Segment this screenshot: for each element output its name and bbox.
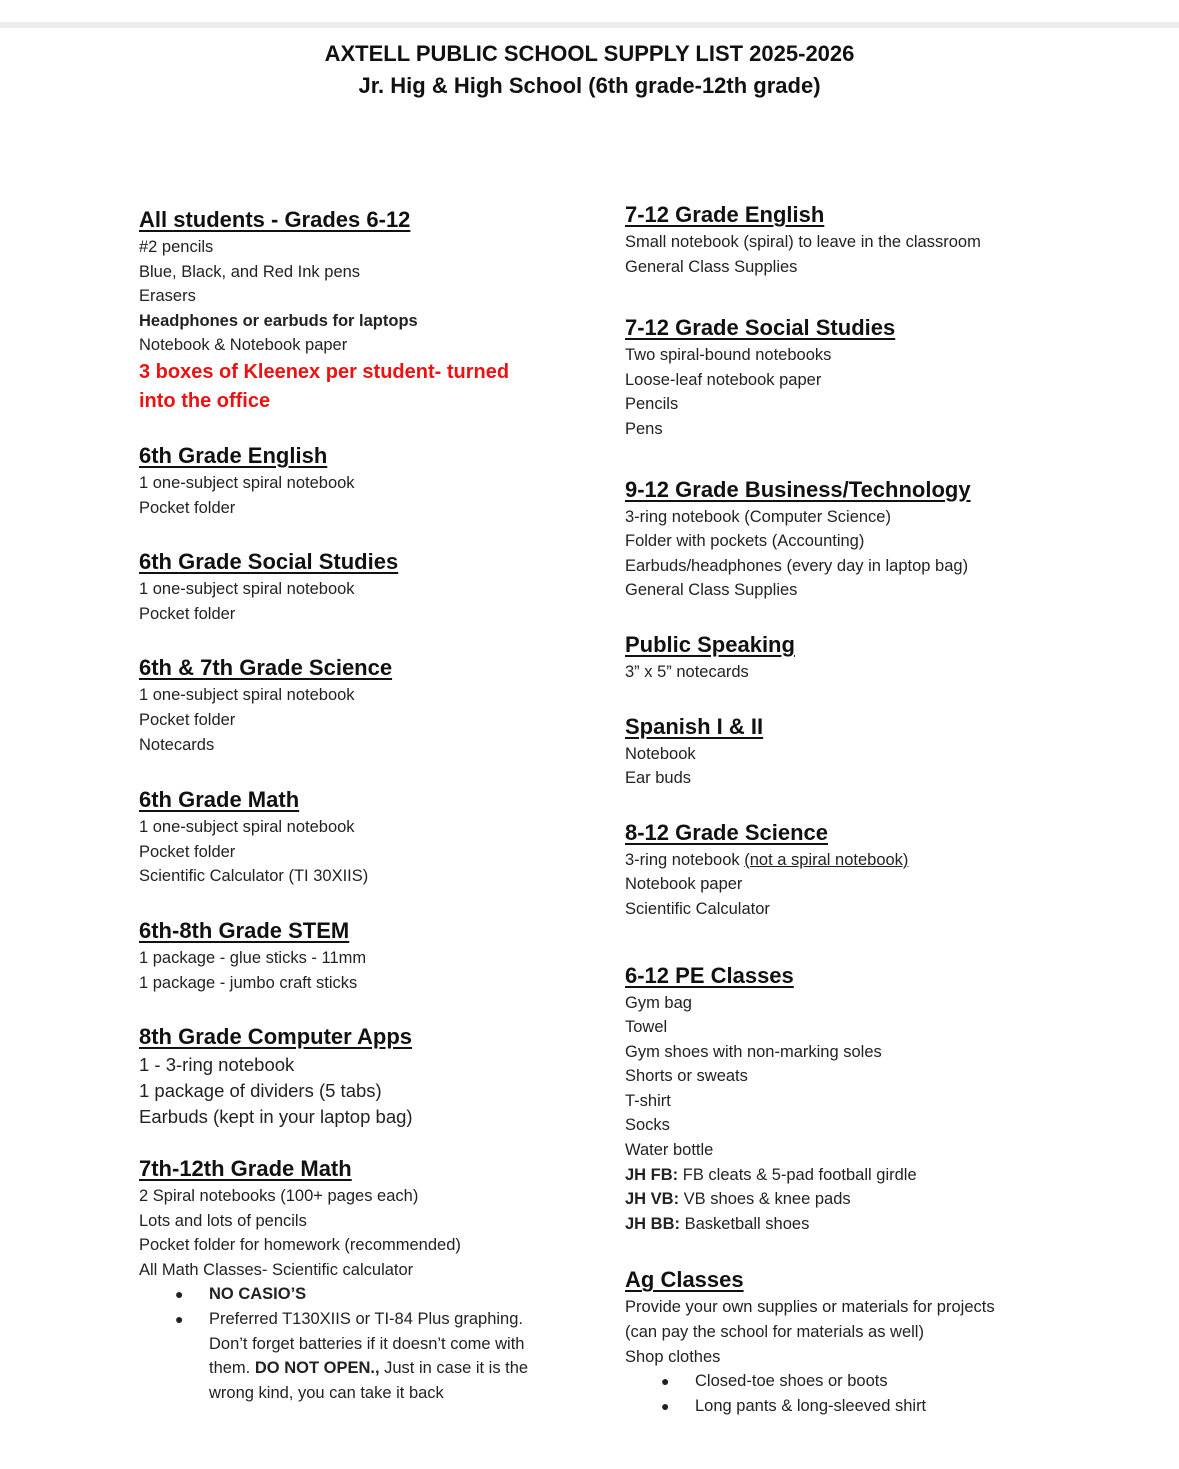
list-item: 3” x 5” notecards	[625, 662, 749, 681]
text-run: Basketball shoes	[680, 1214, 810, 1233]
page-title: AXTELL PUBLIC SCHOOL SUPPLY LIST 2025-2026	[324, 41, 855, 66]
do-not-open-text: DO NOT OPEN.,	[254, 1359, 380, 1378]
bullet-item	[625, 1369, 1125, 1394]
list-item: 1 package - jumbo craft sticks	[139, 973, 358, 992]
list-item: Pocket folder	[139, 710, 236, 729]
list-item: Scientific Calculator (TI 30XIIS)	[139, 867, 369, 886]
section-9-12-business	[625, 475, 1125, 603]
bullet-text: wrong kind, you can take it back	[209, 1383, 444, 1402]
bullet-icon: ●	[661, 1397, 670, 1414]
kleenex-notice	[139, 358, 579, 416]
section-heading: 6th & 7th Grade Science	[139, 655, 393, 681]
list-item: Notebook	[625, 744, 696, 763]
list-item	[625, 1212, 1125, 1237]
bullet-text: Preferred T130XIIS or TI-84 Plus graphing.	[209, 1310, 523, 1329]
section-heading: 8th Grade Computer Apps	[139, 1024, 412, 1050]
list-item: Pens	[625, 419, 663, 438]
calculator-notes	[139, 1282, 579, 1405]
page-subtitle: Jr. Hig & High School (6th grade-12th grade)	[358, 73, 821, 98]
section-heading: 6-12 PE Classes	[625, 962, 794, 988]
section-heading: 6th-8th Grade STEM	[139, 917, 350, 943]
section-all-students	[139, 205, 579, 416]
section-heading: 7-12 Grade English	[625, 202, 825, 227]
text-run: JH VB:	[625, 1190, 680, 1209]
list-item: 1 - 3-ring notebook	[139, 1054, 295, 1076]
section-ag	[625, 1265, 1125, 1418]
bullet-item	[139, 1307, 579, 1405]
section-public-speaking	[625, 630, 1125, 685]
kleenex-notice-line: 3 boxes of Kleenex per student- turned	[139, 360, 510, 383]
list-item: Pocket folder	[139, 604, 236, 623]
text-run: JH BB:	[625, 1214, 681, 1233]
list-item: Provide your own supplies or materials for projects	[625, 1298, 995, 1317]
list-item: Socks	[625, 1116, 670, 1135]
list-item: Loose-leaf notebook paper	[625, 370, 822, 389]
list-item	[625, 1163, 1125, 1188]
section-heading: Spanish I & II	[625, 713, 764, 739]
list-item: Headphones or earbuds for laptops	[139, 311, 418, 330]
list-item: Notebook & Notebook paper	[139, 336, 348, 355]
list-item: Two spiral-bound notebooks	[625, 346, 832, 365]
ag-clothing-list	[625, 1369, 1125, 1418]
bullet-icon: ●	[175, 1311, 184, 1328]
list-item: 2 Spiral notebooks (100+ pages each)	[139, 1187, 419, 1206]
text-run: VB shoes & knee pads	[679, 1190, 851, 1209]
list-item: 1 one-subject spiral notebook	[139, 580, 355, 599]
bullet-text: Long pants & long-sleeved shirt	[695, 1396, 927, 1415]
list-item: #2 pencils	[139, 238, 214, 256]
list-item: 1 one-subject spiral notebook	[139, 818, 355, 837]
section-6th-social-studies	[139, 547, 579, 626]
text-run: them.	[209, 1359, 255, 1378]
text-run: (not a spiral notebook)	[744, 850, 909, 869]
section-6th-math	[139, 785, 579, 889]
list-item: Pocket folder for homework (recommended)	[139, 1236, 461, 1255]
section-heading: 7th-12th Grade Math	[139, 1156, 352, 1182]
section-7-12-social-studies	[625, 313, 1125, 441]
section-heading: 6th Grade Math	[139, 787, 300, 813]
list-item: Blue, Black, and Red Ink pens	[139, 262, 361, 281]
top-divider	[0, 22, 1179, 28]
list-item: Towel	[625, 1018, 668, 1037]
bullet-item	[625, 1394, 1125, 1419]
list-item: Earbuds (kept in your laptop bag)	[139, 1106, 413, 1128]
list-item: 1 one-subject spiral notebook	[139, 473, 355, 492]
section-stem	[139, 916, 579, 995]
list-item	[625, 848, 1125, 873]
section-heading: All students - Grades 6-12	[139, 207, 411, 232]
list-item: Pencils	[625, 395, 679, 414]
bullet-text: Don’t forget batteries if it doesn’t come with	[209, 1334, 525, 1353]
list-item: General Class Supplies	[625, 257, 798, 276]
list-item: Lots and lots of pencils	[139, 1211, 307, 1230]
bullet-text: NO CASIO’S	[209, 1285, 307, 1304]
list-item: Pocket folder	[139, 498, 236, 517]
section-6th-english	[139, 441, 579, 520]
bullet-item	[139, 1282, 579, 1307]
bullet-text	[209, 1356, 579, 1381]
section-heading: 9-12 Grade Business/Technology	[625, 476, 971, 502]
bullet-icon: ●	[175, 1286, 184, 1303]
section-7th-12th-math	[139, 1154, 579, 1405]
text-run: 3-ring notebook	[625, 850, 745, 869]
list-item: Earbuds/headphones (every day in laptop bag)	[625, 556, 969, 575]
list-item: 3-ring notebook (Computer Science)	[625, 507, 891, 526]
section-heading: 8-12 Grade Science	[625, 819, 829, 845]
list-item: General Class Supplies	[625, 581, 798, 600]
list-item	[625, 1187, 1125, 1212]
list-item: Shorts or sweats	[625, 1067, 748, 1086]
section-heading: Ag Classes	[625, 1267, 744, 1293]
text-run: JH FB:	[625, 1165, 679, 1184]
list-item: 1 package - glue sticks - 11mm	[139, 948, 367, 967]
section-heading: Public Speaking	[625, 631, 795, 657]
bullet-text: Closed-toe shoes or boots	[695, 1372, 888, 1391]
right-column	[625, 200, 1125, 1418]
list-item: Notebook paper	[625, 875, 743, 894]
list-item: Gym bag	[625, 993, 692, 1012]
list-item: Ear buds	[625, 769, 692, 788]
list-item: Gym shoes with non-marking soles	[625, 1042, 882, 1061]
section-heading: 7-12 Grade Social Studies	[625, 315, 896, 341]
text-run: Just in case it is the	[379, 1359, 529, 1378]
kleenex-notice-line: into the office	[139, 389, 271, 412]
list-item: 1 one-subject spiral notebook	[139, 686, 355, 705]
left-column	[139, 205, 579, 1405]
list-item: Erasers	[139, 287, 196, 306]
section-heading: 6th Grade English	[139, 442, 328, 468]
section-7-12-english	[625, 200, 1125, 279]
list-item: Water bottle	[625, 1141, 714, 1160]
bullet-icon: ●	[661, 1373, 670, 1390]
list-item: Folder with pockets (Accounting)	[625, 532, 865, 551]
list-item: (can pay the school for materials as well)	[625, 1323, 924, 1342]
section-pe	[625, 961, 1125, 1237]
list-item: All Math Classes- Scientific calculator	[139, 1260, 414, 1279]
section-spanish	[625, 712, 1125, 791]
section-8-12-science	[625, 818, 1125, 922]
section-8th-computer-apps	[139, 1022, 579, 1130]
list-item: Shop clothes	[625, 1347, 721, 1366]
section-6th-7th-science	[139, 653, 579, 757]
text-run: FB cleats & 5-pad football girdle	[678, 1165, 917, 1184]
list-item: Small notebook (spiral) to leave in the classroom	[625, 233, 981, 251]
list-item: T-shirt	[625, 1091, 671, 1110]
list-item: Pocket folder	[139, 842, 236, 861]
list-item: 1 package of dividers (5 tabs)	[139, 1080, 382, 1102]
list-item: Notecards	[139, 735, 215, 754]
section-heading: 6th Grade Social Studies	[139, 549, 399, 575]
list-item: Scientific Calculator	[625, 899, 770, 918]
